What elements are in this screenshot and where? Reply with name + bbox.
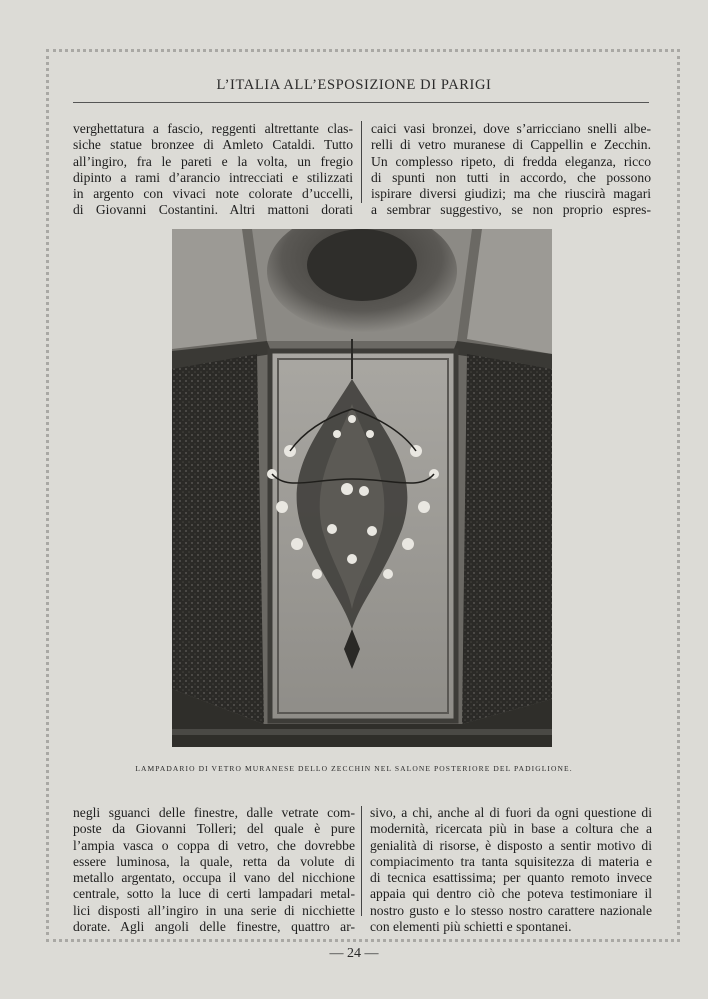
text-line: compiacimento tra tanta squisitezza di materia e [370, 853, 652, 869]
text-line: siche statue bronzee di Amleto Cataldi. Tutto [73, 137, 353, 153]
text-column-bottom-right [370, 805, 652, 935]
text-line: centrale, sotto la luce di certi lampadari metal- [73, 886, 355, 902]
text-column-top-right [371, 121, 651, 219]
text-line: verghettatura a fascio, reggenti altrettante clas- [73, 121, 353, 136]
text-line: Un complesso ripeto, di fredda eleganza, ricco [371, 153, 651, 169]
text-line: sivo, a chi, anche al di fuori da ogni questione di [370, 805, 652, 820]
header-rule [73, 102, 649, 103]
chandelier-photograph [172, 229, 552, 747]
text-line: essere luminosa, la quale, retta da volute di [73, 853, 355, 869]
text-line: di Giovanni Costantini. Altri mattoni dorati [73, 202, 353, 218]
text-line: dipinto a rami d’arancio intrecciati e stilizzati [73, 169, 353, 185]
chandelier-illustration [172, 229, 552, 747]
text-line: appaia qui dentro ciò che poteva testimoniare il [370, 886, 652, 902]
text-line: con elementi più schietti e spontanei. [370, 919, 572, 935]
text-line: lici disposti all’ingiro in una serie di nicchiette [73, 902, 355, 918]
text-line: ispirare diversi giudizi; ma che riuscirà magari [371, 186, 651, 202]
text-column-bottom-left [73, 805, 355, 935]
text-line: nostro gusto e lo stesso nostro carattere nazionale [370, 902, 652, 918]
text-line: negli sguanci delle finestre, dalle vetrate com- [73, 805, 355, 820]
text-line: modernità, ricercata più in base a coltura che a [370, 821, 652, 837]
text-line: l’ampia vasca o coppa di vetro, che dovrebbe [73, 837, 355, 853]
column-divider-bottom [361, 806, 362, 916]
text-line: dorate. Agli angoli delle finestre, quattro ar- [73, 919, 355, 935]
text-line: caici vasi bronzei, dove s’arricciano snelli albe- [371, 121, 651, 136]
text-line: all’ingiro, fra le pareti e la volta, un fregio [73, 153, 353, 169]
text-line: genialità di risorse, è disposto a sentir motivo di [370, 837, 652, 853]
text-line: di spunti non tutti in accordo, che possono [371, 169, 651, 185]
text-line: poste da Giovanni Tolleri; del quale è pure [73, 821, 355, 837]
text-line: relli di vetro muranese di Cappellin e Zecchin. [371, 137, 651, 153]
page-number: — 24 — [329, 946, 379, 961]
text-line: metallo argentato, occupa il vano del nicchione [73, 870, 355, 886]
text-line: in argento con vivaci note colorate d’uccelli, [73, 186, 353, 202]
text-column-top-left [73, 121, 353, 219]
photo-caption: LAMPADARIO DI VETRO MURANESE DELLO ZECCHIN NEL SALONE POSTERIORE DEL PADIGLIONE. [135, 764, 573, 773]
column-divider-top [361, 121, 362, 203]
text-line: a sembrar suggestivo, se non proprio espres- [371, 202, 651, 218]
text-line: di tecnica esattissima; per quanto remoto invece [370, 870, 652, 886]
running-head: L’ITALIA ALL’ESPOSIZIONE DI PARIGI [216, 77, 492, 93]
